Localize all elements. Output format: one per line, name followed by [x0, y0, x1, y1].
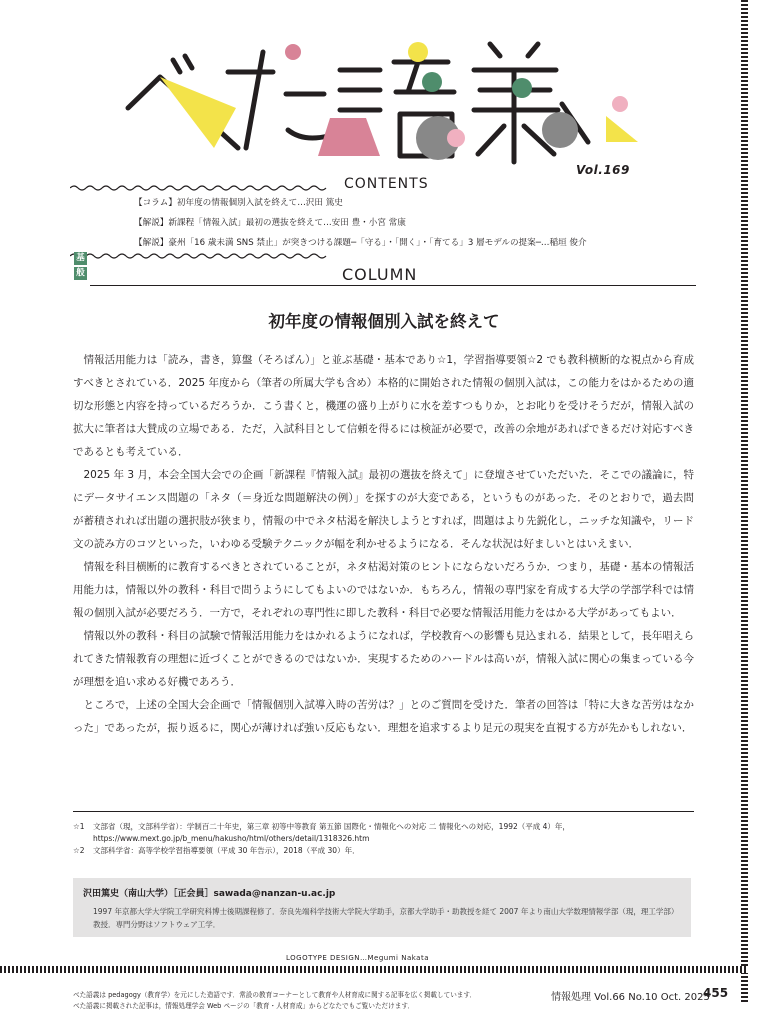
logo-stroke — [490, 44, 538, 56]
logo-stroke — [246, 52, 263, 148]
contents-item[interactable]: 【コラム】初年度の情報個別入試を終えて…沢田 篤史 — [134, 198, 343, 208]
footnotes — [73, 821, 694, 857]
bottom-edge-ticks — [0, 966, 748, 973]
author-box — [73, 878, 691, 937]
journal-name: 情報処理 Vol.66 No.10 Oct. 2025 — [551, 992, 710, 1003]
logotype-credit: LOGOTYPE DESIGN…Megumi Nakata — [286, 954, 429, 962]
betagogi-logo — [118, 30, 648, 170]
logo-yellow-triangle — [606, 116, 638, 142]
footer-note — [73, 990, 476, 1012]
logo-pink-dot — [285, 44, 301, 60]
volume-number: Vol.169 — [576, 163, 630, 177]
contents-list — [134, 193, 734, 253]
right-edge-ticks — [741, 0, 748, 1002]
footer-note-line: べた語義に掲載された記事は，情報処理学会 Web ページの「教育・人材育成」からどなたでもご覧いただけます． — [73, 1002, 414, 1010]
column-rule — [90, 285, 696, 286]
footnote-text: 文部科学省：高等学校学習指導要領（平成 30 年告示），2018（平成 30）年． — [93, 846, 360, 855]
author-bio: 1997 年京都大学大学院工学研究科博士後期課程修了．奈良先端科学技術大学院大学助手，京都大学助手・助教授を経て 2007 年より南山大学数理情報学部（現，理工学部）教授．専門分野はソフトウェア工学． — [93, 907, 679, 929]
logo-green-dot — [422, 72, 442, 92]
footnote-mark: ☆1 — [73, 822, 85, 831]
logo-stroke — [173, 56, 192, 72]
contents-item[interactable]: 【解説】新課程「情報入試」最初の選抜を終えて…安田 豊・小宮 常康 — [134, 218, 406, 228]
category-badge — [74, 252, 87, 282]
paragraph: ところで，上述の全国大会企画で「情報個別入試導入時の苦労は？」とのご質問を受けた．筆者の回答は「特に大きな苦労はなかった」であったが，振り返るに，関心が薄ければ強い反応もない．理想を追求するより足元の現実を直視する方が先かもしれない． — [73, 699, 694, 734]
paragraph: 2025 年 3 月，本会全国大会での企画「新課程『情報入試』最初の選抜を終えて」に登壇させていただいた．そこでの議論に，特にデータサイエンス問題の「ネタ（＝身近な問題解決の例）」を探すのが大変である，というものがあった．そのとおりで，過去問が蓄積されれば出題の選択肢が狭まり，情報の中でネタ枯渇を解決しようとすれば，問題はより先鋭化し，ニッチな知識や，リード文の読み方のコツといった，いわゆる受験テクニックが幅を利かせるようになる．そんな状況は好ましいとはいえまい． — [73, 469, 694, 550]
contents-item[interactable]: 【解説】豪州「16 歳未満 SNS 禁止」が突きつける課題─「守る」・「開く」・「育てる」3 層モデルの提案─…稲垣 俊介 — [134, 238, 587, 248]
logo-yellow-dot — [408, 42, 428, 62]
wave-divider — [70, 252, 700, 260]
contents-title: CONTENTS — [338, 176, 435, 192]
footer-note-line: べた語義は pedagogy（教育学）を元にした造語です．常設の教育コーナーとして教育や人材育成に関する記事を広く掲載しています． — [73, 991, 477, 999]
logo-stroke — [340, 70, 380, 110]
footnote — [73, 821, 694, 845]
logo-stroke — [478, 110, 554, 162]
footnote-text: 文部省（現，文部科学省）：学制百二十年史，第三章 初等中等教育 第五節 国際化・情報化への対応 二 情報化への対応，1992（平成 4）年，https://www.mext.go.jp/b_menu/hakusho/html/others/detail/1318326.htm — [93, 822, 570, 843]
paragraph: 情報を科目横断的に教育するべきとされていることが，ネタ枯渇対策のヒントにならないだろうか．つまり，基礎・基本の情報活用能力は，情報以外の教科・科目で問うようにしてもよいのではないか．もちろん，情報の専門家を育成する大学の学部学科では情報の個別入試が必要だろう．一方で，それぞれの専門性に即した教科・科目で必要な情報活用能力をはかる大学があってもよい． — [73, 561, 694, 619]
footnote-rule — [73, 811, 694, 812]
author-name: 沢田篤史（南山大学）［正会員］sawada@nanzan-u.ac.jp — [83, 889, 336, 899]
paragraph: 情報以外の教科・科目の試験で情報活用能力をはかれるようになれば，学校教育への影響も見込まれる．結果として，長年唱えられてきた情報教育の理想に近づくことができるのではないか．実現するためのハードルは高いが，情報入試に関心の集まっている今が理想を追い求める好機であろう． — [73, 630, 694, 688]
article-title: 初年度の情報個別入試を終えて — [268, 312, 500, 331]
logo-stroke — [288, 130, 328, 138]
logo-green-dot — [512, 78, 532, 98]
page-number: 455 — [703, 986, 729, 1000]
badge-char: 般 — [74, 267, 87, 280]
logo-light-pink-dot — [612, 96, 628, 112]
footnote-mark: ☆2 — [73, 846, 85, 855]
logo-light-pink-dot — [447, 129, 465, 147]
column-heading: COLUMN — [342, 265, 418, 284]
article-body — [73, 349, 694, 740]
footnote — [73, 845, 694, 857]
logo-gray-circle — [542, 112, 578, 148]
badge-char: 基 — [74, 252, 87, 265]
paragraph: 情報活用能力は「読み，書き，算盤（そろばん）」と並ぶ基礎・基本であり☆1，学習指導要領☆2 でも教科横断的な視点から育成すべきとされている．2025 年度から（筆者の所属大学も含め）本格的に開始された情報の個別入試は，この能力をはかるための適切な形態と内容を持っているだろうか．こう書くと，機運の盛り上がりに水を差すつもりか，とお叱りを受けそうだが，情報入試の拡大に筆者は大賛成の立場である．ただ，入試科目として信頼を得るには検証が必要で，改善の余地があればできるだけ対応すべきであるとも考えている． — [73, 354, 694, 458]
logo-pink-triangle — [318, 118, 380, 156]
